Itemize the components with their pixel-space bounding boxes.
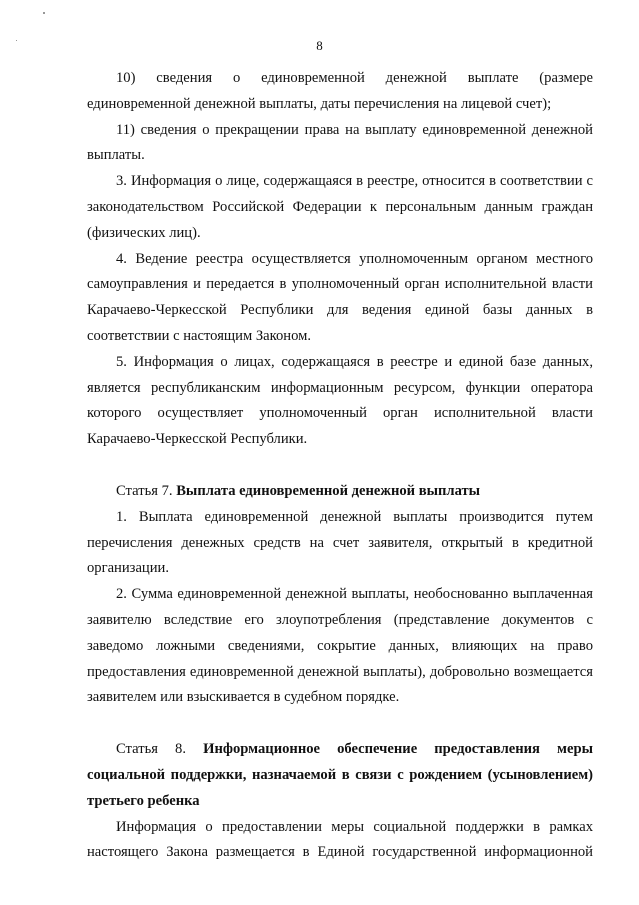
- article-7-title: Выплата единовременной денежной выплаты: [176, 482, 481, 499]
- paragraph-4: 4. Ведение реестра осуществляется уполномоченным органом местного самоуправления и передается в уполномоченный орган исполнительной власти Карачаево-Черкесской Республики для ведения единой базы данных в соответствии с настоящим Законом.: [87, 250, 593, 344]
- paragraph-3: 3. Информация о лице, содержащаяся в реестре, относится в соответствии с законодательством Российской Федерации к персональным данным граждан (физических лиц).: [87, 173, 593, 241]
- document-body: [87, 66, 593, 866]
- article-8-prefix: Статья 8.: [116, 741, 186, 758]
- article-7-paragraph-2: 2. Сумма единовременной денежной выплаты, необоснованно выплаченная заявителю вследствие его злоупотребления (представление документов с заведомо ложными сведениями, сокрытие данных, влияющих на право предоставления единовременной денежной выплаты), добровольно возмещается заявителем или взыскивается в судебном порядке.: [87, 586, 593, 706]
- paragraph-item-10: 10) сведения о единовременной денежной выплате (размере единовременной денежной выплаты, даты перечисления на лицевой счет);: [87, 70, 593, 112]
- article-7-paragraph-1: 1. Выплата единовременной денежной выплаты производится путем перечисления денежных средств на счет заявителя, открытый в кредитной организации.: [87, 508, 593, 577]
- paragraph-item-11: 11) сведения о прекращении права на выплату единовременной денежной выплаты.: [87, 121, 593, 164]
- article-7-prefix: Статья 7.: [116, 482, 173, 499]
- article-8-paragraph-1: Информация о предоставлении меры социальной поддержки в рамках настоящего Закона размещается в Единой государственной информационной: [87, 818, 593, 861]
- page-number: 8: [316, 38, 323, 53]
- article-7-heading: [87, 479, 593, 505]
- scan-speck: [43, 12, 45, 14]
- article-8-title: Информационное обеспечение предоставления меры социальной поддержки, назначаемой в связи с рождением (усыновлением) третьего ребенка: [87, 741, 593, 809]
- article-8-heading: [87, 737, 593, 814]
- paragraph-5: 5. Информация о лицах, содержащаяся в реестре и единой базе данных, является республиканским информационным ресурсом, функции оператора которого осуществляет уполномоченный орган исполнительной власти Карачаево-Черкесской Республики.: [87, 353, 593, 448]
